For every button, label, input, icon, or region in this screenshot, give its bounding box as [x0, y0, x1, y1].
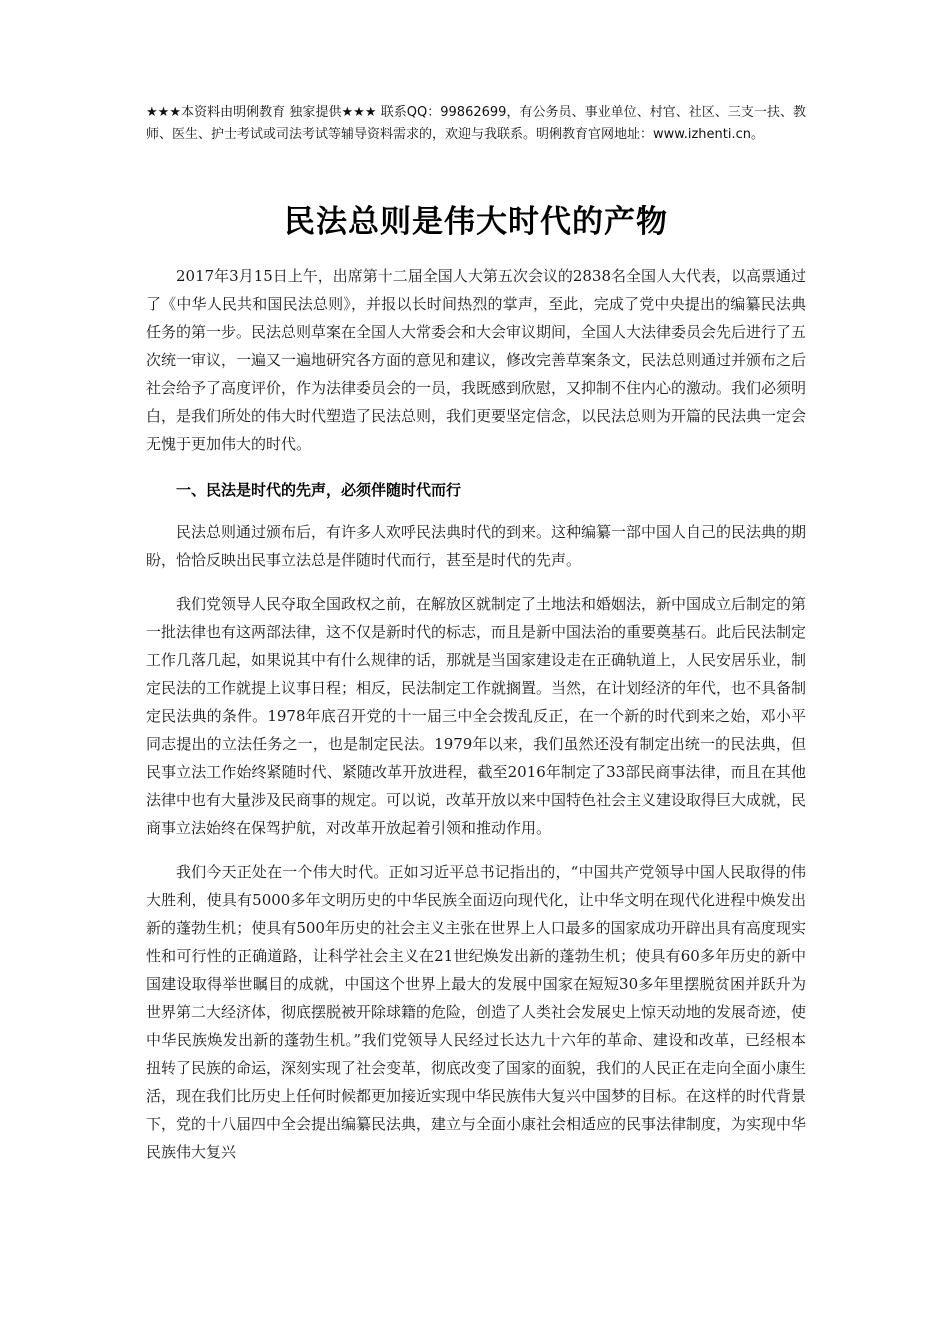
- section-heading-1: 一、民法是时代的先声，必须伴随时代而行: [176, 481, 462, 499]
- article-body: [146, 262, 806, 1182]
- header-note: ★★★本资料由明俐教育 独家提供★★★ 联系QQ：99862699，有公务员、事业单位、村官、社区、三支一扶、教师、医生、护士考试或司法考试等辅导资料需求的，欢迎与我联系。明俐教育官网地址：www.izhenti.cn。: [146, 105, 806, 142]
- paragraph-2: 民法总则通过颁布后，有许多人欢呼民法典时代的到来。这种编纂一部中国人自己的民法典的期盼，恰恰反映出民事立法总是伴随时代而行，甚至是时代的先声。: [146, 523, 807, 569]
- paragraph-1: 2017年3月15日上午，出席第十二届全国人大第五次会议的2838名全国人大代表，以高票通过了《中华人民共和国民法总则》，并报以长时间热烈的掌声，至此，完成了党中央提出的编纂民法典任务的第一步。民法总则草案在全国人大常委会和大会审议期间，全国人大法律委员会先后进行了五次统一审议，一遍又一遍地研究各方面的意见和建议，修改完善草案条文，民法总则通过并颁布之后社会给予了高度评价，作为法律委员会的一员，我既感到欣慰，又抑制不住内心的激动。我们必须明白，是我们所处的伟大时代塑造了民法总则，我们更要坚定信念，以民法总则为开篇的民法典一定会无愧于更加伟大的时代。: [146, 267, 807, 453]
- paragraph-4: 我们今天正处在一个伟大时代。正如习近平总书记指出的，“中国共产党领导中国人民取得的伟大胜利，使具有5000多年文明历史的中华民族全面迈向现代化，让中华文明在现代化进程中焕发出新的蓬勃生机；使具有500年历史的社会主义主张在世界上人口最多的国家成功开辟出具有高度现实性和可行性的正确道路，让科学社会主义在21世纪焕发出新的蓬勃生机；使具有60多年历史的新中国建设取得举世瞩目的成就，中国这个世界上最大的发展中国家在短短30多年里摆脱贫困并跃升为世界第二大经济体，彻底摆脱被开除球籍的危险，创造了人类社会发展史上惊天动地的发展奇迹，使中华民族焕发出新的蓬勃生机。”我们党领导人民经过长达九十六年的革命、建设和改革，已经根本扭转了民族的命运，深刻实现了社会变革，彻底改变了国家的面貌，我们的人民正在走向全面小康生活，现在我们比历史上任何时候都更加接近实现中华民族伟大复兴中国梦的目标。在这样的时代背景下，党的十八届四中全会提出编纂民法典，建立与全面小康社会相适应的民事法律制度，为实现中华民族伟大复兴: [146, 863, 807, 1161]
- paragraph-3: 我们党领导人民夺取全国政权之前，在解放区就制定了土地法和婚姻法，新中国成立后制定的第一批法律也有这两部法律，这不仅是新时代的标志，而且是新中国法治的重要奠基石。此后民法制定工作几落几起，如果说其中有什么规律的话，那就是当国家建设走在正确轨道上，人民安居乐业，制定民法的工作就提上议事日程；相反，民法制定工作就搁置。当然，在计划经济的年代，也不具备制定民法典的条件。1978年底召开党的十一届三中全会拨乱反正，在一个新的时代到来之始，邓小平同志提出的立法任务之一，也是制定民法。1979年以来，我们虽然还没有制定出统一的民法典，但民事立法工作始终紧随时代、紧随改革开放进程，截至2016年制定了33部民商事法律，而且在其他法律中也有大量涉及民商事的规定。可以说，改革开放以来中国特色社会主义建设取得巨大成就，民商事立法始终在保驾护航，对改革开放起着引领和推动作用。: [146, 595, 807, 837]
- page-title: 民法总则是伟大时代的产物: [284, 204, 668, 240]
